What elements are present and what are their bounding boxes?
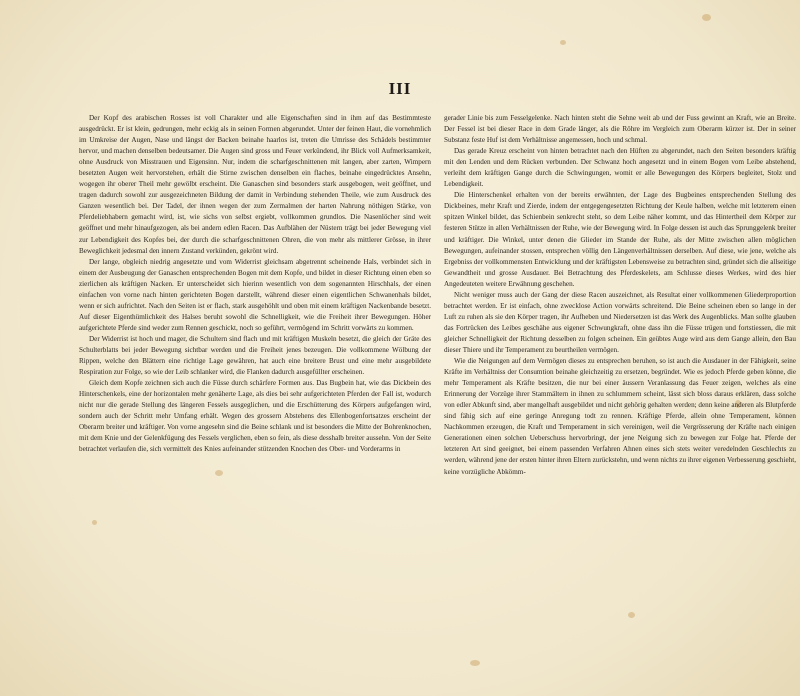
paragraph: Gleich dem Kopfe zeichnen sich auch die Füsse durch schärfere Formen aus. Das Bugbein hat, wie das Dickbein des Hinterschenkels, eine der horizontalen mehr genäherte Lage, als dies bei sehr aufgerichteten Pferden der Fall ist, wodurch nicht nur die gerade Stellung des längeren Fessels ausgeglichen, und die Erschütterung des Körpers aufgefangen wird, sondern auch der Schritt mehr Umfang erhält. Wegen des grossern Abstehens des Ellenbogenfortsatzes erscheint der Oberarm breiter und kräftiger. Von vorne angesehn sind die Beine schlank und ist besonders die Mitte der Bohrenknochen, mit dem Knie und der Gelenkfügung des Fessels verglichen, eben so fein, als diese desshalb breiter aussehn. Von der Seite betrachtet verlaufen die, sich vermittelt des Knies aufeinander stützenden Knochen des Ober- und Vorderarms in xyxy=(79,379,431,454)
foxing-stain xyxy=(470,660,480,666)
foxing-stain xyxy=(92,520,97,525)
foxing-stain xyxy=(628,612,635,618)
foxing-stain xyxy=(215,470,223,476)
paragraph: Die Hinterschenkel erhalten von der bereits erwähnten, der Lage des Bugbeines entsprechenden Stellung des Dickbeines, mehr Kraft und Zierde, indem der entgegengesetzten Richtung der Keule halben, welche mit letzterem einen spitzen Winkel bildet, das Schienbein senkrecht steht, so dem Leibe näher kommt, und das Hintertheil dem Körper zur festeren Stütze in allen Verhältnissen der Ruhe, wie der Bewegung wird. In Folge dessen ist auch das Sprunggelenk breiter und kräftiger. Die Winkel, unter denen die Glieder im Stande der Ruhe, als der Mitte zwischen allen möglichen Bewegungen, aufeinander stossen, entsprechen völlig den Längenverhältnissen derselben. Auf diese, wie jene, welche als Ergebniss der vollkommensten Entwicklung und der kräftigsten Lebensweise zu betrachten sind, gründet sich die allseitige Gewandtheit und grosse Ausdauer. Bei Betrachtung des Pferdeskelets, am Schlusse dieses Werkes, wird des hier Angedeuteten weitere Erwähnung geschehen. xyxy=(444,191,796,288)
paragraph: gerader Linie bis zum Fesselgelenke. Nach hinten steht die Sehne weit ab und der Fuss gewinnt an Kraft, wie an Breite. Der Fessel ist bei dieser Race in dem Grade länger, als die Röhre im Vergleich zum Oberarm kürzer ist. Der in seiner Substanz feste Huf ist dem Verhältnisse angemessen, hoch und schmal. xyxy=(444,114,796,145)
paragraph: Der lange, obgleich niedrig angesetzte und vom Widerrist gleichsam abgetrennt scheinende Hals, verbindet sich in einem der Ausbeugung der Ganaschen entsprechenden Bogen mit dem Kopfe, und bildet in dieser Richtung einen eben so zierlichen als kräftigen Nacken. Er unterscheidet sich hierinn wesentlich von dem sogenannten Hirschhals, der einen einfachen von vorne nach hinten gerichteten Bogen darstellt, während dieser einen eigentlichen Schwanenhals bildet, wenn er sich aufrichtet. Nach den Seiten ist er flach, stark ausgehöhlt und oben mit einem kräftigen Nackenbande besetzt. Auf dieser Eigenthümlichkeit des Halses beruht sowohl die Schnelligkeit, wie die Freiheit ihrer Bewegungen. Höher aufgerichtete Pferde sind weder zum Rennen geschickt, noch so geführt, vermögend im Schritt vorwärts zu kommen. xyxy=(79,257,431,332)
paragraph: Wie die Neigungen auf dem Vermögen dieses zu entsprechen beruhen, so ist auch die Ausdauer in der Fähigkeit, seine Kräfte im Verhältniss der Consumtion beinahe gleichzeitig zu ersetzen, begründet. Wie es jedoch Pferde geben könne, die mehr Temperament als Kräfte besitzen, die nur bei einer äussern Veranlassung das Feuer zeigen, welches als eine Erinnerung der Vorzüge ihrer Stammältern in ihnen zu schlummern scheint, lässt sich bloss daraus erklären, dass solche von edler Abkunft sind, aber mangelhaft ausgebildet und nicht gehörig gehalten werden; denn keine anderen als Blutpferde sind fähig sich auf eine geringe Anregung todt zu rennen. Kräftige Pferde, allein ohne Temperament, können Nachkommen erzeugen, die Kraft und Temperament in sich vereinigen, weil die Vergrösserung der Kräfte nach einigen Generationen einen solchen Ueberschuss hervorbringt, der jene Neigung sich zu bewegen zur Folge hat. Pferde der letzteren Art sind geeignet, bei einem passenden Verfahren Ahnen eines sich stets weiter veredelnden Geschlechts zu werden, während jene der ersten hinter ihren Eltern zurückstehn, und wenn nichts zu ihrer eigenen Verbesserung geschieht, keine vorzügliche Abkömm- xyxy=(444,357,796,476)
foxing-stain xyxy=(702,14,711,21)
paragraph: Nicht weniger muss auch der Gang der diese Racen auszeichnet, als Resultat einer vollkommenen Gliederproportion betrachtet werden. Er ist einfach, ohne zwecklose Action vorwärts schreitend. Die Beine scheinen eben so lange in der Luft zu ruhen als sie den Körper tragen, ihr Aufheben und Niedersetzen ist das Werk des Augenblicks. Man sollte glauben das Fortrücken des Leibes geschähe aus eigener Schwungkraft, ohne dass ihn die Füsse trügen und fortstiessen, die mit gleicher Schnelligkeit der Richtung desselben zu folgen scheinen. Ein geübtes Auge wird aus dem Gange allein, den Bau dieser Thiere und ihr Temperament zu beurtheilen vermögen. xyxy=(444,290,796,354)
paragraph: Der Kopf des arabischen Rosses ist voll Charakter und alle Eigenschaften sind in ihm auf das Bestimmteste ausgedrückt. Er ist klein, gedrungen, mehr eckig als in seinen Formen abgerundet. Unter der feinen Haut, die vornehmlich im Umkreise der Augen, Nase und längst der Backen beinahe haarlos ist, treten die Umrisse des Schädels bestimmter hervor, und machen denselben bedeutsamer. Die Augen sind gross und Feuer verkündend, ihr Blick voll Aufmerksamkeit, ohne Ausdruck von Misstrauen und Eigensinn. Nur, indem die scharfgeschnittenen mit langen, aber zarten, Wimpern besetzten Augen weit hervorstehen, erhält die Stirne zwischen denselben ein flaches, beinahe eingedrücktes Ansehn, wogegen ihr oberer Theil mehr gewölbt erscheint. Die Ganaschen sind besonders stark ausgebogen, weit geöffnet, und tragen dadurch sowohl zur ausgezeichneten Bildung der damit in Verbindung stehenden Theile, wie zum Ausdruck des Ganzen wesentlich bei. Der Tadel, der ihnen wegen der zum Zermalmen der harten Nahrung nöthigen Stärke, von Pferdeliebhabern gemacht wird, ist, wie sichs von selbst ergiebt, vollkommen grundlos. Die Nasenlöcher sind weit geöffnet und mehr hinaufgezogen, als bei andern edlen Racen. Das Aufblähen der Nüstern trägt bei jeder Bewegung viel zur Lebendigkeit des Kopfes bei, der durch die scharfgeschnittenen Ohren, die von mehr als mittlerer Grösse, in ihrer Beweglichkeit jedesmal den innern Zustand verkünden, gekrönt wird. xyxy=(79,114,431,255)
paragraph: Der Widerrist ist hoch und mager, die Schultern sind flach und mit kräftigen Muskeln besetzt, die gleich der Gräte des Schulterblatts bei jeder Bewegung sichtbar werden und die Freiheit jenes bezeugen. Die vollkommene Wölbung der Rippen, welche den Blättern eine richtige Lage gewähren, hat auch eine breitere Brust und eine mehr ausgebildete Respiration zur Folge, so wie der Leib schlanker wird, die Flanken dadurch ausgefüllter erscheinen. xyxy=(79,334,431,377)
foxing-stain xyxy=(560,40,566,45)
left-text-column xyxy=(79,113,431,455)
paragraph: Das gerade Kreuz erscheint von hinten betrachtet nach den Hüften zu abgerundet, nach den Seiten besonders kräftig mit den Lenden und dem Rücken verbunden. Der Schwanz hoch angesetzt und in einem Bogen vom Leibe abstehend, verleiht dem kräftigen Gange durch die Schwingungen, womit er alle Bewegungen des Körpers begleitet, Stolz und Lebendigkeit. xyxy=(444,147,796,189)
page-number: III xyxy=(388,79,412,98)
right-text-column xyxy=(444,113,796,478)
